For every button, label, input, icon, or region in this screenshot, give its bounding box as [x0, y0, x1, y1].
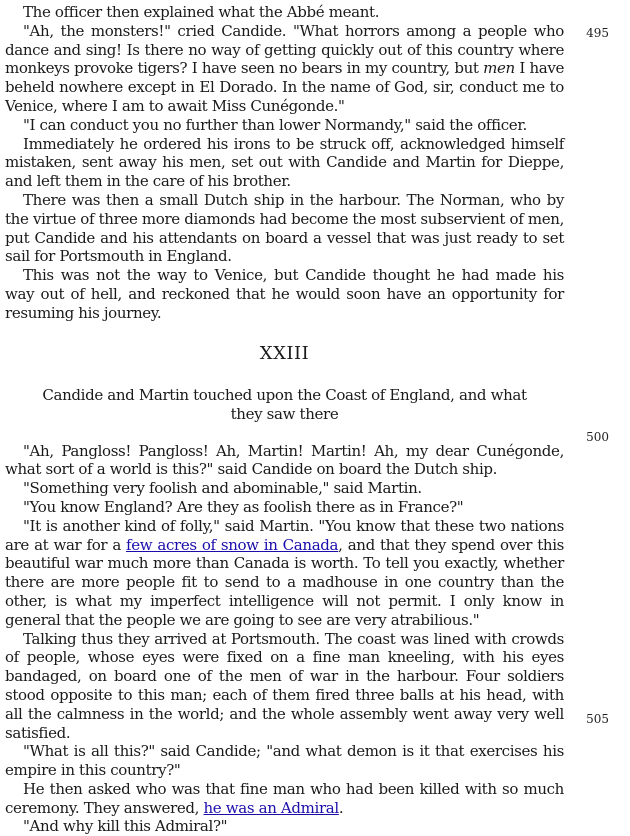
paragraph: Immediately he ordered his irons to be struck off, acknowledged himself mistaken, sent away his men, set out with Candide and Martin for Dieppe, and left them in the care of his brother. [5, 134, 564, 191]
canada-snow-link[interactable]: few acres of snow in Canada [126, 535, 339, 554]
paragraph: "What is all this?" said Candide; "and what demon is it that exercises his empire in this country?" [5, 742, 564, 780]
line-number-495: 495 [586, 26, 609, 40]
emphasis-men: men [483, 59, 515, 78]
paragraph: "And why kill this Admiral?" [23, 817, 228, 836]
paragraph: This was not the way to Venice, but Candide thought he had made his way out of hell, and reckoned that he would soon have an opportunity for resuming his journey. [5, 266, 564, 322]
line-number-505: 505 [586, 712, 609, 726]
line-number-500: 500 [586, 430, 609, 444]
paragraph: "Ah, the monsters!" cried Candide. "What horrors among a people who dance and sing! Is there no way of getting quickly out of this country where monkeys provoke tigers? I have seen no bears in my country, but men I have beheld nowhere except in El Dorado. In the name of God, sir, conduct me to Venice, where I am to await Miss Cunégonde." [5, 21, 564, 115]
paragraph: "I can conduct you no further than lower Normandy," said the officer. [23, 115, 527, 134]
paragraph: He then asked who was that fine man who had been killed with so much ceremony. They answered, he was an Admiral. [5, 779, 564, 817]
paragraph: "Something very foolish and abominable," said Martin. [23, 479, 422, 498]
chapter-title: Candide and Martin touched upon the Coast of England, and what they saw there [42, 385, 527, 423]
paragraph: "It is another kind of folly," said Martin. "You know that these two nations are at war for a few acres of snow in Canada, and that they spend over this beautiful war much more than Canada is worth. To tell you exactly, whether there are more people fit to send to a madhouse in one country than the other, is what my imperfect intelligence will not permit. I only know in general that the people we are going to see are very atrabilious." [5, 516, 564, 629]
paragraph: The officer then explained what the Abbé meant. [23, 3, 380, 21]
paragraph: "You know England? Are they as foolish there as in France?" [23, 497, 464, 516]
paragraph: There was then a small Dutch ship in the harbour. The Norman, who by the virtue of three more diamonds had become the most subservient of men, put Candide and his attendants on board a vessel that was just ready to set sail for Portsmouth in England. [5, 190, 564, 266]
admiral-link[interactable]: he was an Admiral [203, 798, 339, 817]
body-text [5, 3, 564, 836]
chapter-number: XXIII [259, 342, 310, 364]
paragraph: Talking thus they arrived at Portsmouth. The coast was lined with crowds of people, whose eyes were fixed on a fine man kneeling, with his eyes bandaged, on board one of the men of war in the harbour. Four soldiers stood opposite to this man; each of them fired three balls at his head, with all the calmness in the world; and the whole assembly went away very well satisfied. [5, 629, 564, 742]
paragraph: "Ah, Pangloss! Pangloss! Ah, Martin! Martin! Ah, my dear Cunégonde, what sort of a world is this?" said Candide on board the Dutch ship. [5, 441, 564, 479]
